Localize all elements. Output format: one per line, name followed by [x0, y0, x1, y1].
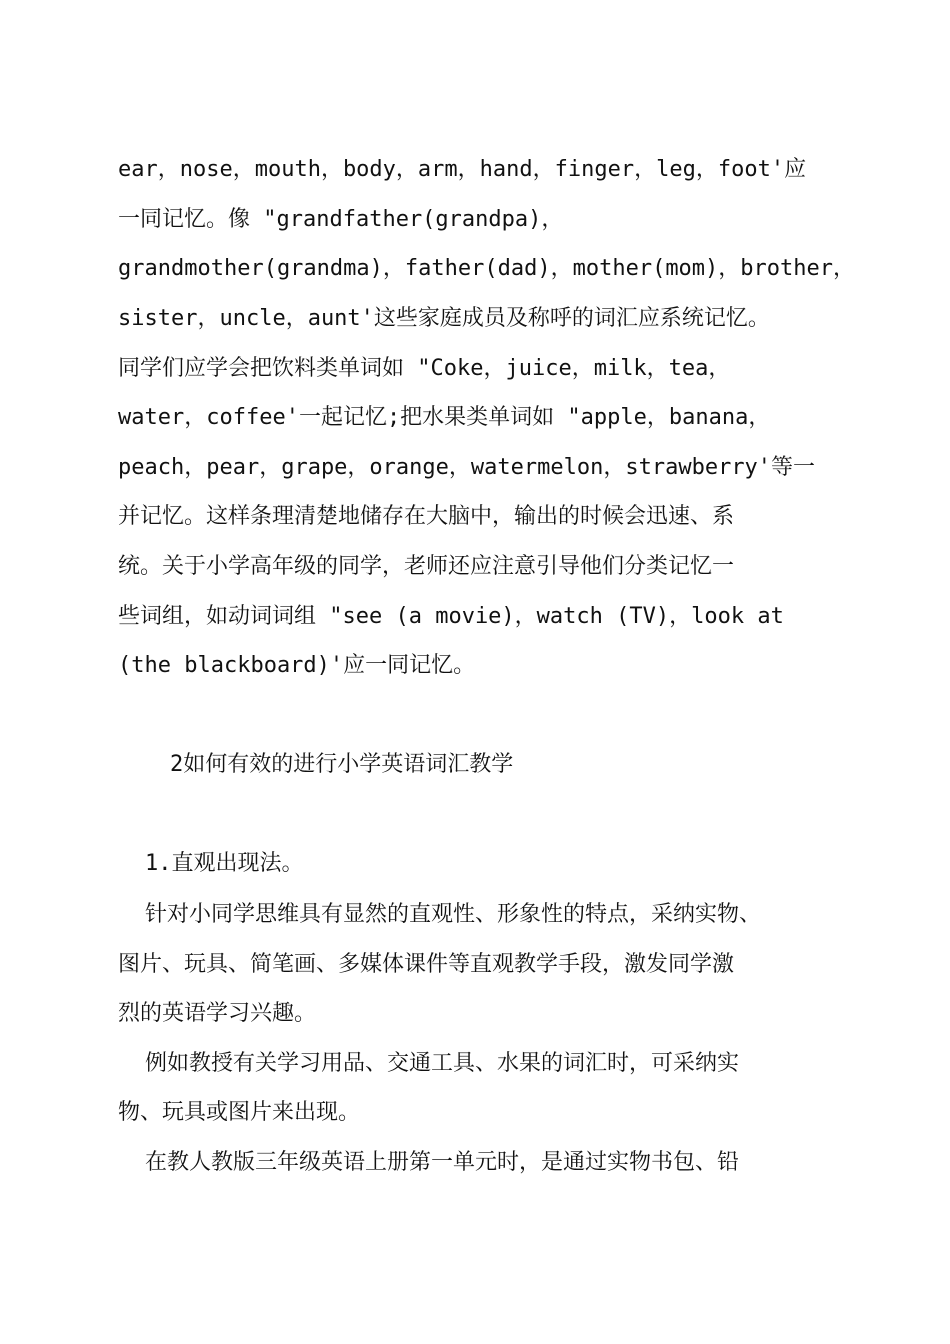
body-line-6: 在教人教版三年级英语上册第一单元时，是通过实物书包、铅 — [145, 1150, 740, 1175]
paragraph-line-8: 并记忆。这样条理清楚地储存在大脑中，输出的时候会迅速、系 — [118, 504, 735, 529]
paragraph-line-1: ear，nose，mouth，body，arm，hand，finger，leg，foot'应 — [118, 157, 807, 182]
paragraph-line-10: 些词组，如动词词组 "see (a movie)，watch (TV)，look at — [118, 604, 784, 629]
paragraph-line-7: peach，pear，grape，orange，watermelon，strawberry'等一 — [118, 455, 816, 480]
body-line-1: 针对小同学思维具有显然的直观性、形象性的特点，采纳实物、 — [145, 902, 762, 927]
paragraph-line-5: 同学们应学会把饮料类单词如 "Coke，juice，milk，tea， — [118, 356, 731, 381]
subsection-heading: 1.直观出现法。 — [145, 851, 304, 876]
paragraph-line-9: 统。关于小学高年级的同学，老师还应注意引导他们分类记忆一 — [118, 554, 735, 579]
body-line-2: 图片、玩具、简笔画、多媒体课件等直观教学手段，激发同学激 — [118, 952, 735, 977]
section-heading: 2如何有效的进行小学英语词汇教学 — [170, 752, 514, 777]
body-line-4: 例如教授有关学习用品、交通工具、水果的词汇时，可采纳实 — [145, 1051, 740, 1076]
paragraph-line-3: grandmother(grandma)，father(dad)，mother(mom)，brother， — [118, 256, 856, 281]
paragraph-line-11: (the blackboard)'应一同记忆。 — [118, 653, 476, 678]
paragraph-line-4: sister，uncle，aunt'这些家庭成员及称呼的词汇应系统记忆。 — [118, 306, 770, 331]
body-line-5: 物、玩具或图片来出现。 — [118, 1100, 361, 1125]
paragraph-line-2: 一同记忆。像 "grandfather(grandpa)， — [118, 207, 564, 232]
paragraph-line-6: water，coffee'一起记忆;把水果类单词如 "apple，banana， — [118, 405, 771, 430]
body-line-3: 烈的英语学习兴趣。 — [118, 1001, 317, 1026]
